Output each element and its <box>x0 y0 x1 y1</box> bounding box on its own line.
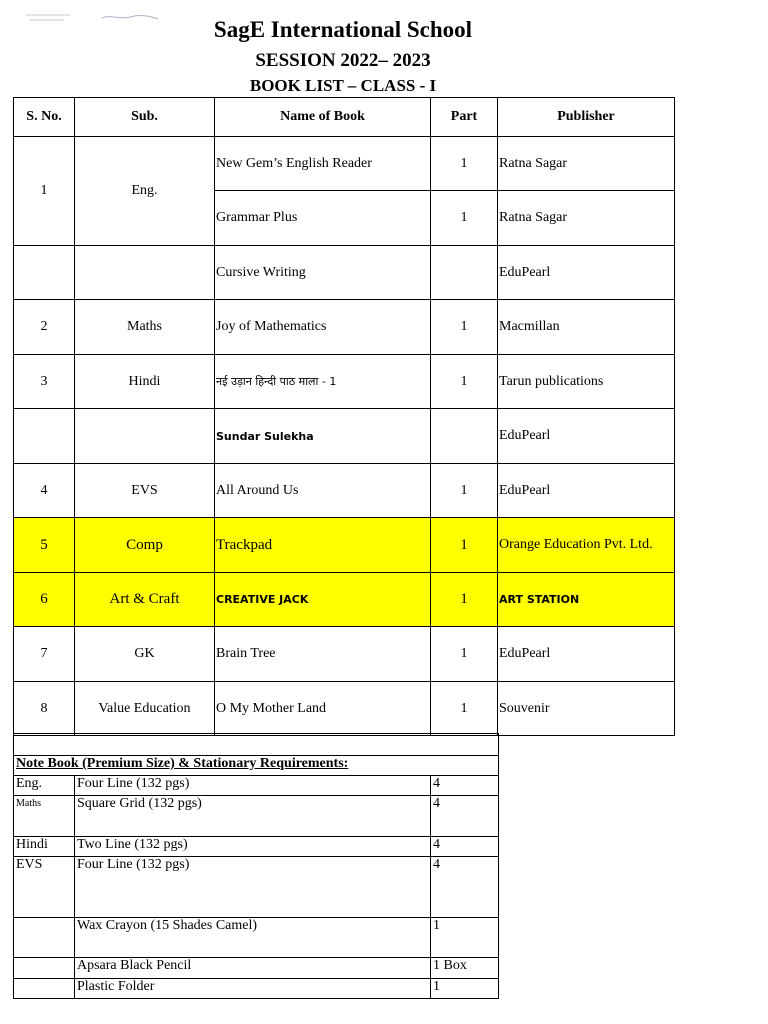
cell-book: Sundar Sulekha <box>215 409 431 464</box>
cell-publisher: Ratna Sagar <box>498 191 675 246</box>
column-header-sno: S. No. <box>14 98 75 137</box>
cell-sno: 4 <box>14 464 75 518</box>
cell-sno: 6 <box>14 573 75 627</box>
cell-publisher: Macmillan <box>498 300 675 355</box>
cell-sno: 7 <box>14 627 75 682</box>
cell-book: Trackpad <box>215 518 431 573</box>
cell-book: Cursive Writing <box>215 246 431 300</box>
item-name: Plastic Folder <box>75 979 431 999</box>
book-list-title: BOOK LIST – CLASS - I <box>249 76 437 95</box>
cell-part: 1 <box>431 137 498 191</box>
cell-subject: Comp <box>75 518 215 573</box>
table-row <box>14 246 675 300</box>
item-name: Four Line (132 pgs) <box>75 857 431 918</box>
cell-sno: 2 <box>14 300 75 355</box>
item-name: Apsara Black Pencil <box>75 958 431 979</box>
cell-publisher: Tarun publications <box>498 355 675 409</box>
cell-subject <box>75 246 215 300</box>
cell-subject <box>75 409 215 464</box>
cell-book: CREATIVE JACK <box>215 573 431 627</box>
list-item <box>14 796 499 837</box>
item-name: Two Line (132 pgs) <box>75 837 431 857</box>
item-subject <box>14 918 75 958</box>
table-row <box>14 409 675 464</box>
item-qty: 4 <box>431 837 499 857</box>
cell-part: 1 <box>431 518 498 573</box>
cell-part: 1 <box>431 573 498 627</box>
cell-book: Joy of Mathematics <box>215 300 431 355</box>
item-name: Wax Crayon (15 Shades Camel) <box>75 918 431 958</box>
list-item <box>14 958 499 979</box>
cell-publisher: EduPearl <box>498 627 675 682</box>
list-item <box>14 776 499 796</box>
item-qty: 4 <box>431 796 499 837</box>
list-item <box>14 837 499 857</box>
table-row <box>14 682 675 736</box>
item-subject: Hindi <box>14 837 75 857</box>
table-row-highlighted <box>14 573 675 627</box>
item-subject: Eng. <box>14 776 75 796</box>
column-header-part: Part <box>431 98 498 137</box>
table-row <box>14 300 675 355</box>
column-header-publisher: Publisher <box>498 98 675 137</box>
cell-publisher: EduPearl <box>498 409 675 464</box>
list-item <box>14 979 499 999</box>
cell-sno <box>14 409 75 464</box>
cell-sno: 5 <box>14 518 75 573</box>
empty-cell <box>14 734 499 756</box>
cell-part: 1 <box>431 682 498 736</box>
item-qty: 4 <box>431 776 499 796</box>
cell-part: 1 <box>431 355 498 409</box>
cell-part <box>431 246 498 300</box>
cell-book: नई उड़ान हिन्दी पाठ माला - 1 <box>215 355 431 409</box>
cell-publisher: Orange Education Pvt. Ltd. <box>498 518 675 573</box>
cell-sno: 3 <box>14 355 75 409</box>
table-row <box>14 137 675 191</box>
cell-publisher: EduPearl <box>498 246 675 300</box>
cell-publisher: Souvenir <box>498 682 675 736</box>
cell-publisher: Ratna Sagar <box>498 137 675 191</box>
notebook-heading-row <box>14 756 499 776</box>
item-name: Four Line (132 pgs) <box>75 776 431 796</box>
notebook-heading: Note Book (Premium Size) & Stationary Requirements: <box>14 756 499 776</box>
cell-part <box>431 409 498 464</box>
book-table-header-row <box>14 98 675 137</box>
notebook-requirements-table <box>13 733 499 999</box>
cell-subject: Hindi <box>75 355 215 409</box>
cell-book: New Gem’s English Reader <box>215 137 431 191</box>
table-row <box>14 464 675 518</box>
item-subject <box>14 958 75 979</box>
cell-book: O My Mother Land <box>215 682 431 736</box>
item-subject: EVS <box>14 857 75 918</box>
cell-subject: EVS <box>75 464 215 518</box>
item-name: Square Grid (132 pgs) <box>75 796 431 837</box>
item-subject <box>14 979 75 999</box>
book-list-table <box>13 97 675 736</box>
cell-sno <box>14 246 75 300</box>
school-name: SagE International School <box>213 17 473 42</box>
cell-sno: 8 <box>14 682 75 736</box>
cell-subject: Value Education <box>75 682 215 736</box>
cell-subject: Eng. <box>75 137 215 246</box>
cell-part: 1 <box>431 627 498 682</box>
spacer-row <box>14 734 499 756</box>
column-header-subject: Sub. <box>75 98 215 137</box>
table-row <box>14 627 675 682</box>
item-qty: 4 <box>431 857 499 918</box>
cell-book: Brain Tree <box>215 627 431 682</box>
list-item <box>14 918 499 958</box>
cell-publisher: EduPearl <box>498 464 675 518</box>
cell-publisher: ART STATION <box>498 573 675 627</box>
item-qty: 1 <box>431 918 499 958</box>
cell-book: All Around Us <box>215 464 431 518</box>
cell-part: 1 <box>431 300 498 355</box>
cell-book: Grammar Plus <box>215 191 431 246</box>
table-row <box>14 355 675 409</box>
cell-subject: GK <box>75 627 215 682</box>
cell-subject: Maths <box>75 300 215 355</box>
cell-part: 1 <box>431 191 498 246</box>
item-qty: 1 Box <box>431 958 499 979</box>
column-header-book: Name of Book <box>215 98 431 137</box>
list-item <box>14 857 499 918</box>
item-subject: Maths <box>14 796 75 837</box>
item-qty: 1 <box>431 979 499 999</box>
cell-part: 1 <box>431 464 498 518</box>
table-row-highlighted <box>14 518 675 573</box>
session-title: SESSION 2022– 2023 <box>255 50 431 71</box>
cell-sno: 1 <box>14 137 75 246</box>
cell-subject: Art & Craft <box>75 573 215 627</box>
